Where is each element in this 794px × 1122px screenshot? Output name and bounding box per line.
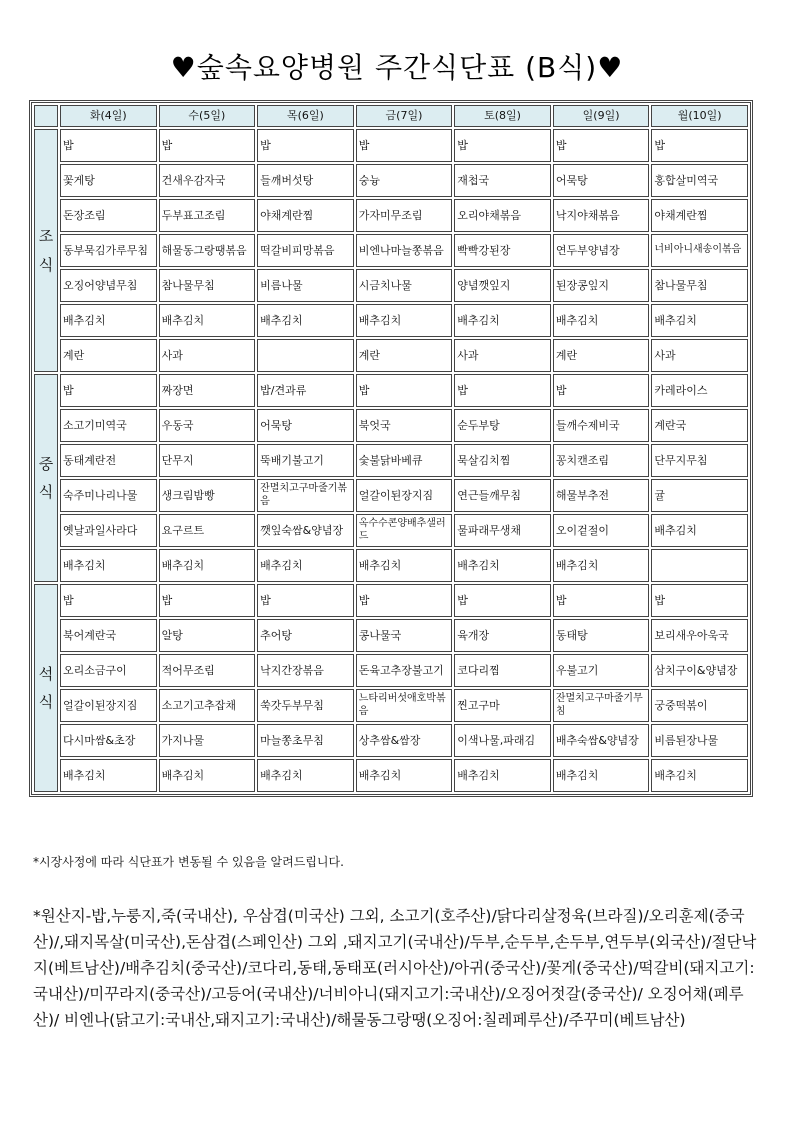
menu-cell <box>651 549 748 582</box>
day-header: 월(10일) <box>651 105 748 127</box>
meal-label <box>34 374 58 582</box>
menu-cell: 깻잎숙쌈&양념장 <box>257 514 354 547</box>
menu-row <box>34 584 748 617</box>
menu-cell: 꽁치캔조림 <box>553 444 650 477</box>
day-header: 일(9일) <box>553 105 650 127</box>
meal-label-top: 조 <box>38 227 54 245</box>
menu-cell: 콩나물국 <box>356 619 453 652</box>
menu-cell: 배추김치 <box>553 759 650 792</box>
menu-cell: 비름나물 <box>257 269 354 302</box>
weekly-menu-table <box>29 100 753 797</box>
menu-cell: 배추김치 <box>356 759 453 792</box>
menu-cell: 야채계란찜 <box>651 199 748 232</box>
menu-cell: 들깨수제비국 <box>553 409 650 442</box>
menu-cell: 동부묵김가루무침 <box>60 234 157 267</box>
menu-cell: 너비아니새송이볶음 <box>651 234 748 267</box>
menu-cell: 뚝배기불고기 <box>257 444 354 477</box>
menu-cell: 코다리찜 <box>454 654 551 687</box>
menu-cell: 배추김치 <box>159 759 256 792</box>
day-header: 수(5일) <box>159 105 256 127</box>
menu-cell: 배추김치 <box>454 304 551 337</box>
menu-cell: 순두부탕 <box>454 409 551 442</box>
menu-cell: 배추김치 <box>257 759 354 792</box>
menu-cell: 참나물무침 <box>159 269 256 302</box>
menu-cell: 두부표고조림 <box>159 199 256 232</box>
menu-cell: 계란 <box>60 339 157 372</box>
menu-cell: 동태계란전 <box>60 444 157 477</box>
menu-row <box>34 269 748 302</box>
menu-cell: 옛날과일사라다 <box>60 514 157 547</box>
menu-cell: 계란 <box>356 339 453 372</box>
menu-row <box>34 514 748 547</box>
menu-cell: 우불고기 <box>553 654 650 687</box>
menu-row <box>34 444 748 477</box>
meal-label <box>34 584 58 792</box>
day-header-row <box>34 105 748 127</box>
menu-cell: 사과 <box>159 339 256 372</box>
menu-row <box>34 129 748 162</box>
menu-cell: 배추김치 <box>257 549 354 582</box>
menu-cell: 건새우감자국 <box>159 164 256 197</box>
menu-cell: 삼치구이&양념장 <box>651 654 748 687</box>
menu-cell: 야채계란찜 <box>257 199 354 232</box>
menu-cell: 해물동그랑땡볶음 <box>159 234 256 267</box>
menu-cell: 북어계란국 <box>60 619 157 652</box>
menu-cell: 배추김치 <box>553 549 650 582</box>
meal-label-bottom: 식 <box>38 483 54 501</box>
menu-cell: 상추쌈&쌈장 <box>356 724 453 757</box>
menu-cell: 귤 <box>651 479 748 512</box>
price-change-notice: *시장사정에 따라 식단표가 변동될 수 있음을 알려드립니다. <box>33 855 344 869</box>
menu-cell: 배추김치 <box>651 759 748 792</box>
menu-cell: 오리소금구이 <box>60 654 157 687</box>
menu-cell: 비름된장나물 <box>651 724 748 757</box>
menu-cell: 물파래무생채 <box>454 514 551 547</box>
menu-row <box>34 339 748 372</box>
menu-cell: 묵살김치찜 <box>454 444 551 477</box>
menu-cell: 밥 <box>553 374 650 407</box>
menu-cell: 배추김치 <box>454 759 551 792</box>
menu-cell: 가지나물 <box>159 724 256 757</box>
menu-cell: 북엇국 <box>356 409 453 442</box>
menu-cell: 궁중떡볶이 <box>651 689 748 722</box>
menu-cell: 알탕 <box>159 619 256 652</box>
menu-cell: 밥 <box>257 129 354 162</box>
menu-cell: 찐고구마 <box>454 689 551 722</box>
menu-cell: 짜장면 <box>159 374 256 407</box>
menu-cell: 들깨버섯탕 <box>257 164 354 197</box>
menu-cell: 배추김치 <box>651 514 748 547</box>
menu-cell: 해물부추전 <box>553 479 650 512</box>
menu-cell: 밥 <box>553 129 650 162</box>
menu-cell: 밥 <box>356 584 453 617</box>
menu-cell: 밥 <box>257 584 354 617</box>
menu-cell: 밥 <box>60 584 157 617</box>
menu-row <box>34 199 748 232</box>
menu-row <box>34 164 748 197</box>
menu-body <box>34 129 748 792</box>
menu-cell: 생크림밤빵 <box>159 479 256 512</box>
menu-cell: 보리새우아욱국 <box>651 619 748 652</box>
menu-cell: 어묵탕 <box>257 409 354 442</box>
menu-cell: 양념깻잎지 <box>454 269 551 302</box>
menu-cell: 밥 <box>651 584 748 617</box>
menu-cell: 밥/견과류 <box>257 374 354 407</box>
menu-cell: 밥 <box>454 584 551 617</box>
menu-cell: 떡갈비피망볶음 <box>257 234 354 267</box>
menu-cell: 동태탕 <box>553 619 650 652</box>
menu-row <box>34 619 748 652</box>
corner-cell <box>34 105 58 127</box>
menu-cell: 육개장 <box>454 619 551 652</box>
menu-cell: 밥 <box>356 129 453 162</box>
menu-cell: 잔멸치고구마줄기무침 <box>553 689 650 722</box>
meal-label-bottom: 식 <box>38 255 54 274</box>
day-header: 토(8일) <box>454 105 551 127</box>
menu-cell: 배추김치 <box>553 304 650 337</box>
meal-label-top: 석 <box>38 664 54 683</box>
menu-cell: 홍합살미역국 <box>651 164 748 197</box>
menu-cell: 연두부양념장 <box>553 234 650 267</box>
menu-cell: 숯불닭바베큐 <box>356 444 453 477</box>
menu-cell: 배추김치 <box>60 304 157 337</box>
menu-cell: 얼갈이된장지짐 <box>356 479 453 512</box>
menu-cell: 배추김치 <box>60 549 157 582</box>
menu-cell: 얼갈이된장지짐 <box>60 689 157 722</box>
menu-cell: 배추숙쌈&양념장 <box>553 724 650 757</box>
menu-cell: 다시마쌈&초장 <box>60 724 157 757</box>
menu-cell: 밥 <box>159 129 256 162</box>
menu-cell: 배추김치 <box>454 549 551 582</box>
menu-cell: 계란 <box>553 339 650 372</box>
meal-label-top: 중 <box>38 454 54 473</box>
menu-row <box>34 479 748 512</box>
menu-cell: 추어탕 <box>257 619 354 652</box>
menu-cell: 배추김치 <box>257 304 354 337</box>
menu-cell: 꽃게탕 <box>60 164 157 197</box>
menu-cell: 마늘쫑초무침 <box>257 724 354 757</box>
menu-cell: 우동국 <box>159 409 256 442</box>
menu-cell: 숭늉 <box>356 164 453 197</box>
menu-cell: 가자미무조림 <box>356 199 453 232</box>
menu-cell: 배추김치 <box>60 759 157 792</box>
menu-row <box>34 234 748 267</box>
menu-cell: 참나물무침 <box>651 269 748 302</box>
menu-cell: 잔멸치고구마줄기볶음 <box>257 479 354 512</box>
menu-cell: 적어무조림 <box>159 654 256 687</box>
menu-cell: 재첩국 <box>454 164 551 197</box>
menu-cell: 사과 <box>651 339 748 372</box>
menu-cell: 배추김치 <box>651 304 748 337</box>
menu-cell: 연근들깨무침 <box>454 479 551 512</box>
menu-cell: 밥 <box>60 129 157 162</box>
menu-cell: 옥수수콘양배추샐러드 <box>356 514 453 547</box>
menu-cell: 밥 <box>60 374 157 407</box>
menu-cell: 배추김치 <box>356 549 453 582</box>
menu-cell: 소고기고추잡채 <box>159 689 256 722</box>
menu-cell: 계란국 <box>651 409 748 442</box>
menu-row <box>34 409 748 442</box>
menu-row <box>34 549 748 582</box>
day-header: 금(7일) <box>356 105 453 127</box>
menu-cell: 돈육고추장불고기 <box>356 654 453 687</box>
menu-cell: 느타리버섯애호박볶음 <box>356 689 453 722</box>
menu-cell: 어묵탕 <box>553 164 650 197</box>
page-title: ♥숲속요양병원 주간식단표 (B식)♥ <box>170 51 624 84</box>
menu-cell: 오징어양념무침 <box>60 269 157 302</box>
menu-row <box>34 689 748 722</box>
meal-label <box>34 129 58 372</box>
origin-notice: *원산지-밥,누룽지,죽(국내산), 우삼겹(미국산) 그외, 소고기(호주산)/닭다리살정육(브라질)/오리훈제(중국산)/,돼지목살(미국산),돈삼겹(스페인산) 그외 ,돼지고기(국내산)/두부,순두부,손두부,연두부(외국산)/절단낙지(베트남산)/배추김치(중국산)/코다리,동태,동태포(러시아산)/아귀(중국산)/꽃게(중국산)/떡갈비(돼지고기:국내산)/미꾸라지(중국산)/고등어(국내산)/너비아니(돼지고기:국내산)/오징어젓갈(중국산)/ 오징어채(페루산)/ 비엔나(닭고기:국내산,돼지고기:국내산)/해물동그랑땡(오징어:칠레페루산)/주꾸미(베트남산) <box>33 907 757 1029</box>
menu-cell: 밥 <box>454 374 551 407</box>
menu-cell: 이색나물,파래김 <box>454 724 551 757</box>
menu-cell: 시금치나물 <box>356 269 453 302</box>
menu-row <box>34 304 748 337</box>
menu-cell: 빡빡강된장 <box>454 234 551 267</box>
menu-cell: 돈장조림 <box>60 199 157 232</box>
menu-cell: 단무지무침 <box>651 444 748 477</box>
menu-cell: 비엔나마늘쫑볶음 <box>356 234 453 267</box>
menu-cell <box>257 339 354 372</box>
day-header: 목(6일) <box>257 105 354 127</box>
menu-cell: 오이겉절이 <box>553 514 650 547</box>
menu-row <box>34 654 748 687</box>
menu-cell: 사과 <box>454 339 551 372</box>
menu-cell: 밥 <box>651 129 748 162</box>
menu-cell: 요구르트 <box>159 514 256 547</box>
menu-cell: 소고기미역국 <box>60 409 157 442</box>
menu-cell: 쑥갓두부무침 <box>257 689 354 722</box>
menu-row <box>34 724 748 757</box>
menu-cell: 배추김치 <box>159 304 256 337</box>
menu-cell: 숙주미나리나물 <box>60 479 157 512</box>
menu-cell: 단무지 <box>159 444 256 477</box>
menu-cell: 배추김치 <box>356 304 453 337</box>
menu-cell: 낙지야채볶음 <box>553 199 650 232</box>
menu-cell: 오리야채볶음 <box>454 199 551 232</box>
menu-cell: 된장콩잎지 <box>553 269 650 302</box>
menu-row <box>34 374 748 407</box>
meal-label-bottom: 식 <box>38 693 54 711</box>
menu-cell: 밥 <box>454 129 551 162</box>
menu-cell: 밥 <box>553 584 650 617</box>
menu-cell: 배추김치 <box>159 549 256 582</box>
menu-row <box>34 759 748 792</box>
menu-cell: 밥 <box>159 584 256 617</box>
day-header: 화(4일) <box>60 105 157 127</box>
menu-cell: 카레라이스 <box>651 374 748 407</box>
menu-cell: 밥 <box>356 374 453 407</box>
menu-cell: 낙지간장볶음 <box>257 654 354 687</box>
